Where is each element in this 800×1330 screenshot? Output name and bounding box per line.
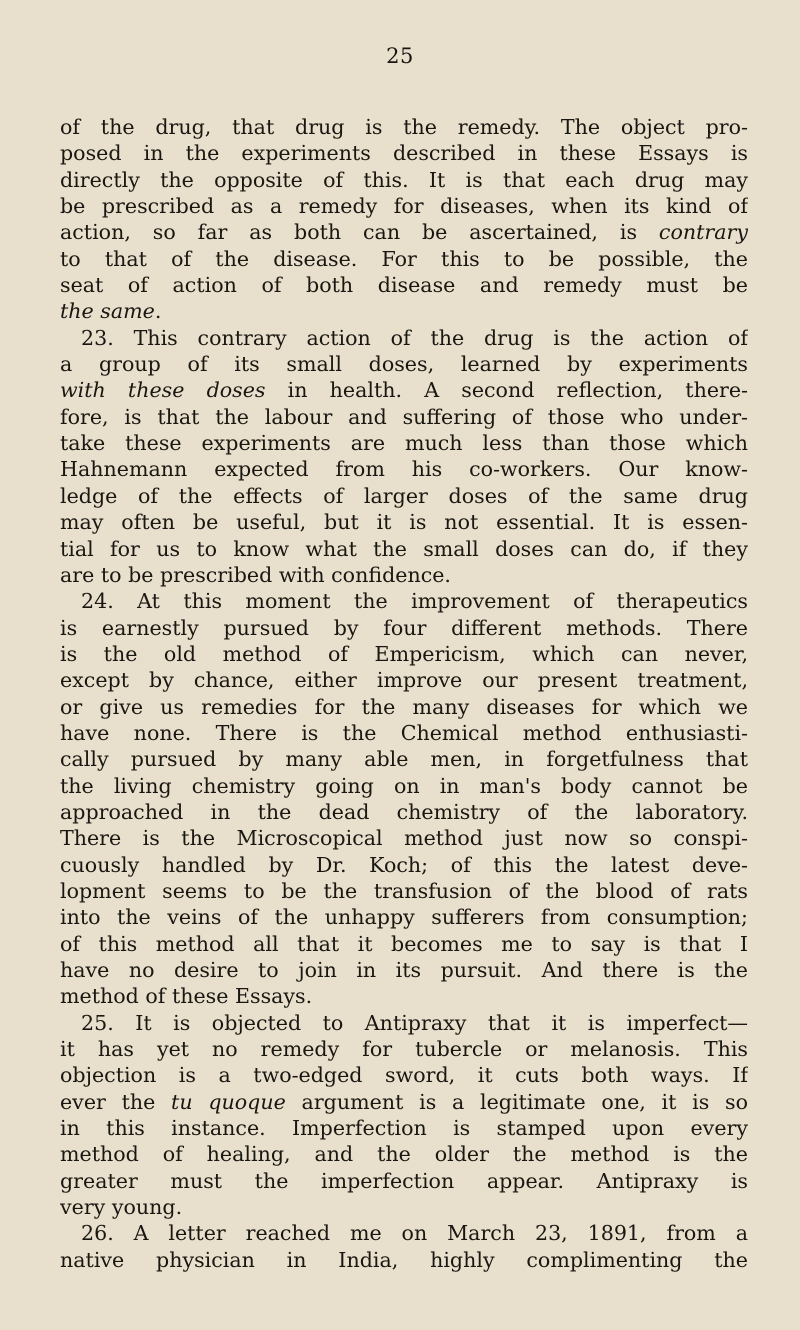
text-line: the same. — [60, 299, 162, 324]
text-line: it has yet no remedy for tubercle or melanosis. This — [60, 1037, 748, 1062]
text-line: greater must the imperfection appear. Antipraxy is — [60, 1168, 748, 1193]
text-line: have no desire to join in its pursuit. And there is the — [60, 958, 748, 982]
paragraph-24-start: 24. At this moment the improvement of therapeutics — [81, 589, 748, 614]
text-line: a group of its small doses, learned by experiments — [60, 352, 748, 377]
text-line: have none. There is the Chemical method enthusiasti- — [60, 720, 748, 745]
text-line: or give us remedies for the many diseases for which we — [60, 694, 748, 719]
paragraph-23-start: 23. This contrary action of the drug is the action of — [81, 325, 748, 350]
body-text — [60, 114, 748, 1273]
text-line: There is the Microscopical method just now so conspi- — [60, 826, 748, 851]
text-line: action, so far as both can be ascertained, is contrary — [60, 220, 748, 245]
text-line: method of these Essays. — [60, 984, 313, 1009]
text-line: are to be prescribed with confidence. — [60, 562, 451, 587]
text-line: cally pursued by many able men, in forgetfulness that — [60, 747, 748, 772]
text-line: is earnestly pursued by four different methods. There — [60, 615, 748, 640]
text-line: directly the opposite of this. It is that each drug may — [60, 167, 748, 192]
italic-text: contrary — [658, 220, 748, 245]
text-line: lopment seems to be the transfusion of the blood of rats — [60, 878, 748, 903]
text-line: to that of the disease. For this to be possible, the — [60, 246, 748, 271]
text-line: method of healing, and the older the method is the — [60, 1142, 748, 1167]
text-line: is the old method of Empericism, which can never, — [60, 641, 748, 666]
italic-text: with these doses — [60, 378, 266, 403]
text-line: take these experiments are much less than those which — [60, 431, 748, 456]
text-line: approached in the dead chemistry of the laboratory. — [60, 799, 748, 824]
text-line: ledge of the effects of larger doses of the same drug — [60, 483, 748, 508]
text-line: tial for us to know what the small doses can do, if they — [60, 536, 748, 561]
text-line: be prescribed as a remedy for diseases, when its kind of — [60, 194, 748, 219]
text-line: of this method all that it becomes me to say is that I — [60, 931, 748, 956]
text-line: may often be useful, but it is not essential. It is essen- — [60, 510, 748, 535]
text-line: cuously handled by Dr. Koch; of this the latest deve- — [60, 852, 748, 877]
paragraph-25-start: 25. It is objected to Antipraxy that it is imperfect— — [81, 1010, 748, 1035]
text-line: very young. — [60, 1195, 183, 1220]
italic-text: tu quoque — [171, 1089, 286, 1114]
text-line: with these doses in health. A second reflection, there- — [60, 378, 748, 403]
text-line: fore, is that the labour and suffering of those who under- — [60, 404, 748, 429]
text-line: the living chemistry going on in man's body cannot be — [60, 773, 748, 798]
text-line: in this instance. Imperfection is stamped upon every — [60, 1116, 748, 1141]
paragraph-26-start: 26. A letter reached me on March 23, 1891, from a — [81, 1221, 748, 1246]
text-line: native physician in India, highly complimenting the — [60, 1247, 748, 1272]
text-line: except by chance, either improve our present treatment, — [60, 668, 748, 693]
text-line: Hahnemann expected from his co-workers. Our know- — [60, 457, 748, 482]
text-line: ever the tu quoque argument is a legitimate one, it is so — [60, 1089, 748, 1114]
italic-text: the same — [60, 299, 155, 324]
text-line: of the drug, that drug is the remedy. The object pro- — [60, 115, 748, 139]
text-line: posed in the experiments described in these Essays is — [60, 141, 748, 166]
page-number: 25 — [386, 44, 414, 68]
text-line: into the veins of the unhappy sufferers from consumption; — [60, 905, 748, 930]
text-line: objection is a two-edged sword, it cuts both ways. If — [60, 1063, 748, 1088]
text-line: seat of action of both disease and remedy must be — [60, 273, 748, 298]
